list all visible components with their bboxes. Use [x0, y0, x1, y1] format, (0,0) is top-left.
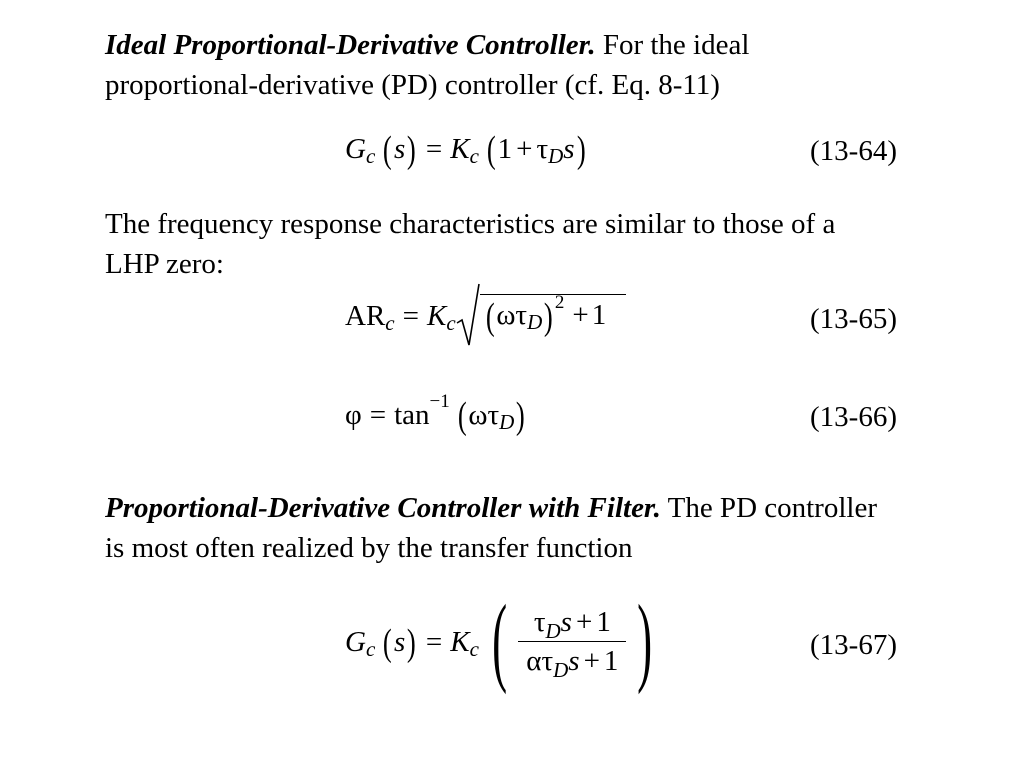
symbol-phi: φ: [345, 398, 362, 431]
heading-pd-filter: Proportional-Derivative Controller with Filter.: [105, 492, 661, 524]
line: The frequency response characteristics are similar to those of a: [105, 208, 836, 240]
square-root: [456, 283, 626, 349]
radical-sign-icon: [456, 283, 480, 349]
equals-sign: =: [425, 625, 443, 658]
symbol-omega: ω: [468, 398, 488, 431]
equation-number: (13-66): [810, 401, 897, 433]
symbol-tau: τ: [515, 299, 528, 331]
paren-open: (: [383, 129, 393, 171]
subscript-D: D: [553, 658, 569, 682]
symbol-K: K: [426, 299, 447, 332]
paren-open: (: [485, 295, 495, 338]
line: LHP zero:: [105, 248, 224, 280]
symbol-tau: τ: [541, 645, 554, 677]
paren-close: ): [407, 129, 416, 171]
number-one: 1: [596, 606, 611, 638]
heading-ideal-pd: Ideal Proportional-Derivative Controller.: [105, 29, 596, 61]
symbol-alpha: α: [526, 645, 542, 677]
symbol-s: s: [563, 132, 575, 165]
symbol-K: K: [450, 132, 470, 165]
line: proportional-derivative (PD) controller (cf. Eq. 8-11): [105, 69, 720, 101]
plus-sign: +: [575, 606, 593, 638]
paren-close: ): [544, 295, 553, 338]
paren-close: ): [407, 622, 416, 664]
big-paren-open: (: [492, 584, 508, 695]
text: The PD controller: [660, 492, 877, 524]
equation-number: (13-67): [810, 629, 897, 661]
number-one: 1: [497, 132, 513, 165]
denominator: [518, 641, 626, 682]
paragraph-ideal-pd: [105, 25, 1020, 105]
subscript-D: D: [527, 310, 543, 334]
exponent: 2: [554, 291, 565, 313]
symbol-s: s: [393, 132, 406, 165]
paren-close: ): [576, 129, 586, 171]
plus-sign: +: [572, 299, 589, 331]
paren-open: (: [457, 395, 467, 437]
fraction: [518, 606, 626, 682]
symbol-s: s: [568, 645, 580, 677]
paren-close: ): [516, 395, 526, 437]
subscript-c: c: [446, 310, 456, 335]
equation-13-65: [345, 283, 626, 349]
symbol-omega: ω: [496, 299, 516, 331]
number-one: 1: [603, 645, 619, 677]
equation-13-67: [345, 584, 662, 695]
big-paren-close: ): [637, 584, 653, 695]
symbol-G: G: [345, 625, 366, 658]
equation-number: (13-65): [810, 303, 897, 335]
subscript-c: c: [365, 143, 376, 168]
paren-open: (: [486, 129, 496, 171]
subscript-c: c: [469, 636, 479, 661]
text: For the ideal: [595, 29, 750, 61]
paragraph-pd-filter: [105, 488, 1020, 568]
line: [105, 488, 1020, 528]
subscript-c: c: [385, 310, 395, 335]
plus-sign: +: [583, 645, 600, 677]
paragraph-frequency-response: [105, 204, 1020, 284]
symbol-AR: AR: [345, 299, 386, 332]
exponent: −1: [429, 391, 450, 412]
numerator: [526, 606, 619, 641]
subscript-D: D: [499, 409, 515, 434]
equation-13-66: [345, 391, 527, 437]
radicand: [480, 291, 626, 338]
symbol-G: G: [345, 132, 366, 165]
equation-13-64: [345, 129, 587, 171]
equals-sign: =: [402, 299, 419, 332]
symbol-tau: τ: [536, 132, 549, 165]
equals-sign: =: [369, 398, 387, 431]
symbol-K: K: [450, 625, 470, 658]
number-one: 1: [591, 299, 607, 331]
symbol-tau: τ: [533, 606, 546, 638]
subscript-c: c: [365, 636, 376, 661]
subscript-D: D: [548, 143, 564, 168]
symbol-s: s: [393, 625, 406, 658]
equals-sign: =: [425, 132, 443, 165]
equation-number: (13-64): [810, 135, 897, 167]
subscript-c: c: [469, 143, 479, 168]
symbol-s: s: [560, 606, 572, 638]
paren-open: (: [383, 622, 393, 664]
subscript-D: D: [545, 619, 561, 643]
line: is most often realized by the transfer function: [105, 532, 633, 564]
function-tan: tan: [394, 398, 430, 431]
plus-sign: +: [516, 132, 533, 165]
symbol-tau: τ: [487, 398, 500, 431]
line: [105, 25, 1020, 65]
